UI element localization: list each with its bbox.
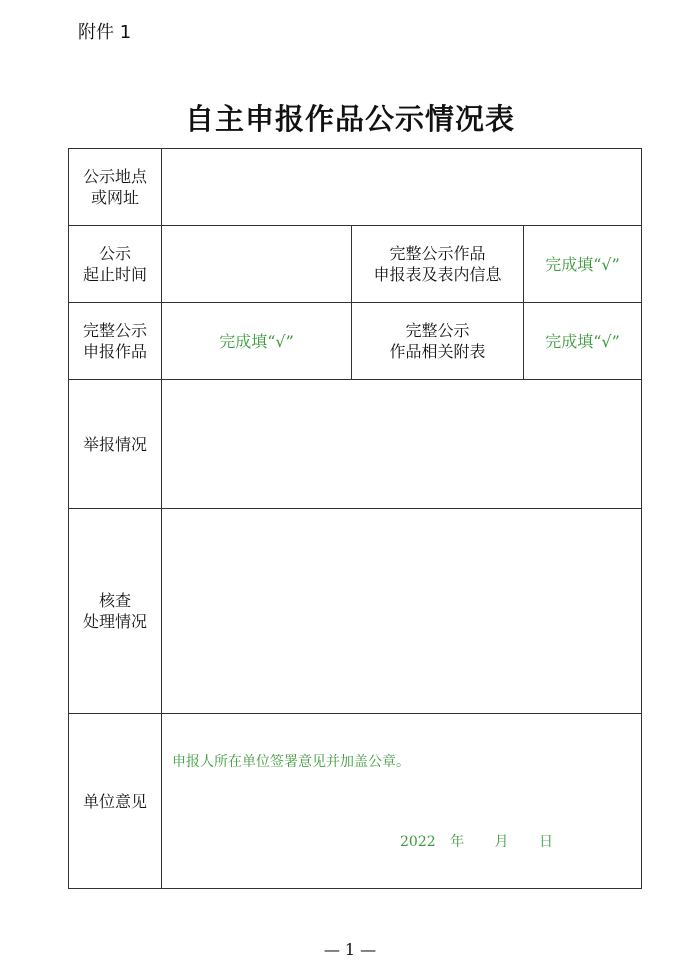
row-report <box>69 380 642 509</box>
date-month-unit: 月 <box>494 834 509 850</box>
page-number: — 1 — <box>323 940 377 959</box>
page-title: 自主申报作品公示情况表 <box>184 102 515 136</box>
full-info-check[interactable]: 完成填“√” <box>524 226 642 303</box>
location-label: 公示地点 或网址 <box>69 149 162 226</box>
date-day-unit: 日 <box>539 834 553 850</box>
appendix-label: 完整公示 作品相关附表 <box>352 303 524 380</box>
unit-opinion-label: 单位意见 <box>69 714 162 889</box>
row-period <box>69 226 642 303</box>
verify-field[interactable] <box>162 509 642 714</box>
row-works <box>69 303 642 380</box>
date-line <box>400 832 553 853</box>
row-unit-opinion <box>69 714 642 889</box>
period-field[interactable] <box>162 226 352 303</box>
row-location <box>69 149 642 226</box>
attachment-label: 附件 1 <box>78 22 132 43</box>
appendix-check[interactable]: 完成填“√” <box>524 303 642 380</box>
date-year: 2022 <box>400 834 436 850</box>
report-field[interactable] <box>162 380 642 509</box>
period-label: 公示 起止时间 <box>69 226 162 303</box>
verify-label: 核查 处理情况 <box>69 509 162 714</box>
full-works-label: 完整公示 申报作品 <box>69 303 162 380</box>
report-label: 举报情况 <box>69 380 162 509</box>
unit-opinion-hint: 申报人所在单位签署意见并加盖公章。 <box>172 754 410 770</box>
date-year-unit: 年 <box>450 834 465 850</box>
publicity-form-table <box>68 148 642 889</box>
full-info-label: 完整公示作品 申报表及表内信息 <box>352 226 524 303</box>
row-verify <box>69 509 642 714</box>
full-works-check[interactable]: 完成填“√” <box>162 303 352 380</box>
unit-opinion-field[interactable] <box>162 714 642 889</box>
location-field[interactable] <box>162 149 642 226</box>
